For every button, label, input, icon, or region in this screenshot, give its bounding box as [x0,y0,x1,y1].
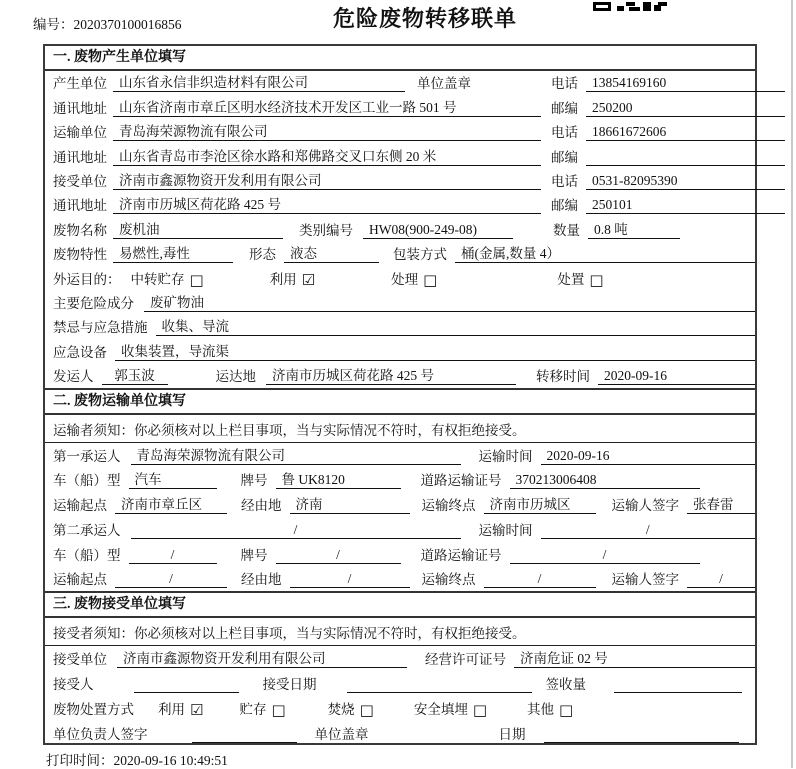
field-label: 牌号 [240,547,268,563]
waste-name-row [45,217,755,241]
carrier1-row [45,443,755,468]
responsible-sign-row [45,721,755,746]
acceptor-row [45,671,755,696]
waste-traits-row [45,242,755,266]
field-label: 外运目的： [53,271,121,287]
producer-name-field[interactable]: 山东省永信非织造材料有限公司 [113,71,405,92]
checkbox-incinerate[interactable] [328,698,374,718]
field-label: 单位负责人签字 [53,727,148,743]
producer-address-row [45,95,755,119]
field-label: 车（船）型 [53,547,121,563]
waste-code-field[interactable]: HW08(900-249-08) [363,222,513,239]
field-label: 主要危险成分 [53,295,134,311]
section3-header: 三. 废物接受单位填写 [45,591,755,618]
waste-qty-field[interactable]: 0.8 吨 [588,218,680,239]
checkbox-icon: ☑ [190,701,204,720]
producer-row [45,71,755,95]
checkbox-label: 其他 [527,702,555,718]
field-label: 发运人 [53,369,94,385]
field-label: 第二承运人 [53,522,121,538]
signed-qty-field[interactable] [614,676,742,693]
field-label: 运输单位 [53,125,107,141]
print-time-label: 打印时间： [46,753,114,768]
field-label: 运输终点 [421,498,476,514]
vehicle1-row [45,468,755,493]
serial-label: 编号： [33,17,74,32]
field-label: 产生单位 [53,76,107,92]
producer-zip-field[interactable]: 250200 [586,100,785,117]
field-label: 废物处置方式 [53,702,134,718]
checkbox-icon: ☑ [301,270,316,289]
vehicle2-row [45,542,755,567]
producer-phone-field[interactable]: 13854169160 [586,75,785,92]
checkbox-icon: □ [423,270,438,289]
field-label: 通讯地址 [53,149,107,165]
producer-address-field[interactable]: 山东省济南市章丘区明水经济技术开发区工业一路 501 号 [113,96,541,117]
carrier2-name-field[interactable]: / [131,522,461,539]
hazard-field[interactable]: 废矿物油 [144,291,755,312]
section1-header: 一. 废物产生单位填写 [45,46,755,71]
route2-end-field[interactable]: / [484,571,596,588]
route1-end-field[interactable]: 济南市历城区 [484,493,596,514]
field-label: 废物特性 [53,247,107,263]
sign-date-field[interactable] [544,726,739,743]
seal-label: 单位盖章 [314,727,369,743]
field-label: 道路运输证号 [420,547,502,563]
receiver-address-field[interactable]: 济南市历城区荷花路 425 号 [113,193,541,214]
route2-signature-field[interactable]: / [687,571,755,588]
taboo-field[interactable]: 收集、导流 [156,315,756,336]
receiver-zip-field[interactable]: 250101 [586,197,785,214]
checkbox-store[interactable] [239,698,285,718]
serial-value: 2020370100016856 [73,17,182,32]
acceptor-field[interactable] [134,676,239,693]
checkbox-label: 焚烧 [327,702,355,718]
checkbox-icon: □ [189,270,204,289]
equipment-row [45,339,755,363]
taboo-row [45,315,755,339]
carrier1-name-field[interactable]: 青岛海荣源物流有限公司 [131,444,461,465]
checkbox-label: 处置 [557,271,585,287]
field-label: 禁忌与应急措施 [53,320,148,336]
transporter-address-row [45,144,755,168]
receiver-name-field[interactable]: 济南市鑫源物资开发利用有限公司 [113,169,541,190]
receiver-notice: 接受者须知：你必须核对以上栏目事项，当与实际情况不符时，有权拒绝接受。 [45,618,755,646]
route2-via-field[interactable]: / [290,571,410,588]
field-label: 经由地 [241,572,282,588]
field-label: 接受单位 [53,173,107,189]
transfer-time-field[interactable]: 2020-09-16 [598,368,755,385]
checkbox-dispose[interactable] [557,268,603,288]
checkbox-icon: □ [359,701,374,720]
waste-name-field[interactable]: 废机油 [113,218,283,239]
destination-field[interactable]: 济南市历城区荷花路 425 号 [266,364,516,385]
route1-via-field[interactable]: 济南 [290,493,410,514]
page-right-edge [791,0,793,768]
purpose-row [45,266,755,290]
field-label: 接受人 [53,677,94,693]
print-time [46,749,228,769]
transporter-zip-field[interactable] [586,149,785,166]
serial-number [33,13,182,33]
checkbox-treat[interactable] [391,268,437,288]
field-label: 类别编号 [299,222,353,238]
field-label: 第一承运人 [53,448,121,464]
checkbox-label: 安全填埋 [413,702,468,718]
field-label: 运输人签字 [611,498,679,514]
field-label: 运输时间 [478,448,533,464]
page-title: 危险废物转移联单 [333,6,518,31]
accept-unit-row [45,646,755,671]
field-label: 电话 [551,125,578,141]
transporter-notice: 运输者须知：你必须核对以上栏目事项，当与实际情况不符时，有权拒绝接受。 [45,415,755,443]
field-label: 牌号 [240,473,268,489]
field-label: 包装方式 [393,247,447,263]
checkbox-transfer-storage[interactable] [131,268,204,288]
field-label: 运达地 [215,369,256,385]
vehicle1-plate-field[interactable]: 鲁 UK8120 [276,468,401,489]
checkbox-landfill[interactable] [414,698,487,718]
field-label: 运输起点 [53,498,107,514]
checkbox-icon: □ [472,701,488,720]
transporter-name-field[interactable]: 青岛海荣源物流有限公司 [113,120,541,141]
field-label: 接受日期 [262,677,317,693]
field-label: 电话 [551,173,578,189]
checkbox-label: 贮存 [239,702,267,718]
field-label: 签收量 [545,677,586,693]
vehicle2-type-field[interactable]: / [129,547,217,564]
disposal-method-row [45,696,755,721]
seal-label: 单位盖章 [417,76,471,92]
waste-form-field[interactable]: 液态 [284,242,379,263]
field-label: 运输终点 [421,572,476,588]
carrier2-time-field[interactable]: / [541,522,756,539]
print-time-value: 2020-09-16 10:49:51 [113,753,228,768]
waste-traits-field[interactable]: 易燃性,毒性 [113,242,233,263]
receiver-row [45,169,755,193]
vehicle2-permit-field[interactable]: / [510,547,700,564]
checkbox-label: 利用 [158,702,185,718]
qr-code-fragment [592,0,668,16]
field-label: 应急设备 [53,344,107,360]
route1-signature-field[interactable]: 张春雷 [687,493,755,514]
vehicle1-type-field[interactable]: 汽车 [129,468,217,489]
vehicle2-plate-field[interactable]: / [276,547,401,564]
checkbox-utilize-3[interactable] [158,698,203,718]
field-label: 通讯地址 [53,198,107,214]
route2-row [45,567,755,592]
accept-date-field[interactable] [347,676,532,693]
field-label: 道路运输证号 [420,473,502,489]
vehicle1-permit-field[interactable]: 370213006408 [510,472,700,489]
field-label: 邮编 [551,100,578,116]
checkbox-icon: □ [589,270,604,289]
checkbox-other[interactable] [527,698,573,718]
transporter-address-field[interactable]: 山东省青岛市李沧区徐水路和郑佛路交叉口东侧 20 米 [113,145,541,166]
receiver-phone-field[interactable]: 0531-82095390 [586,173,785,190]
checkbox-label: 中转贮存 [130,271,185,287]
field-label: 邮编 [551,198,578,214]
field-label: 邮编 [551,149,578,165]
field-label: 接受单位 [53,652,107,668]
field-label: 运输起点 [53,572,107,588]
route1-row [45,492,755,517]
field-label: 电话 [551,76,578,92]
dispatcher-field[interactable]: 郭玉波 [102,364,168,385]
checkbox-icon: □ [271,701,286,720]
carrier1-time-field[interactable]: 2020-09-16 [541,448,756,465]
field-label: 通讯地址 [53,100,107,116]
responsible-signature-field[interactable] [192,726,297,743]
field-label: 数量 [553,222,580,238]
route1-start-field[interactable]: 济南市章丘区 [115,493,227,514]
field-label: 运输时间 [478,522,533,538]
field-label: 日期 [498,727,526,743]
receiver-address-row [45,193,755,217]
checkbox-utilize[interactable] [270,268,315,288]
field-label: 转移时间 [536,369,590,385]
checkbox-label: 处理 [391,271,419,287]
dispatch-row [45,364,755,388]
field-label: 运输人签字 [611,572,679,588]
checkbox-label: 利用 [269,271,297,287]
route2-start-field[interactable]: / [115,571,227,588]
business-permit-field[interactable]: 济南危证 02 号 [514,647,755,668]
equipment-field[interactable]: 收集装置，导流渠 [115,340,755,361]
waste-pack-field[interactable]: 桶(金属,数量 4） [455,242,755,263]
field-label: 经营许可证号 [425,652,506,668]
hazard-row [45,291,755,315]
transporter-phone-field[interactable]: 18661672606 [586,124,785,141]
waste-transfer-form [43,44,757,745]
field-label: 车（船）型 [53,473,121,489]
accept-unit-field[interactable]: 济南市鑫源物资开发利用有限公司 [117,647,407,668]
section2-header: 二. 废物运输单位填写 [45,388,755,415]
checkbox-icon: □ [559,701,574,720]
carrier2-row [45,517,755,542]
field-label: 形态 [249,247,276,263]
transporter-row [45,120,755,144]
field-label: 废物名称 [53,222,107,238]
field-label: 经由地 [241,498,282,514]
